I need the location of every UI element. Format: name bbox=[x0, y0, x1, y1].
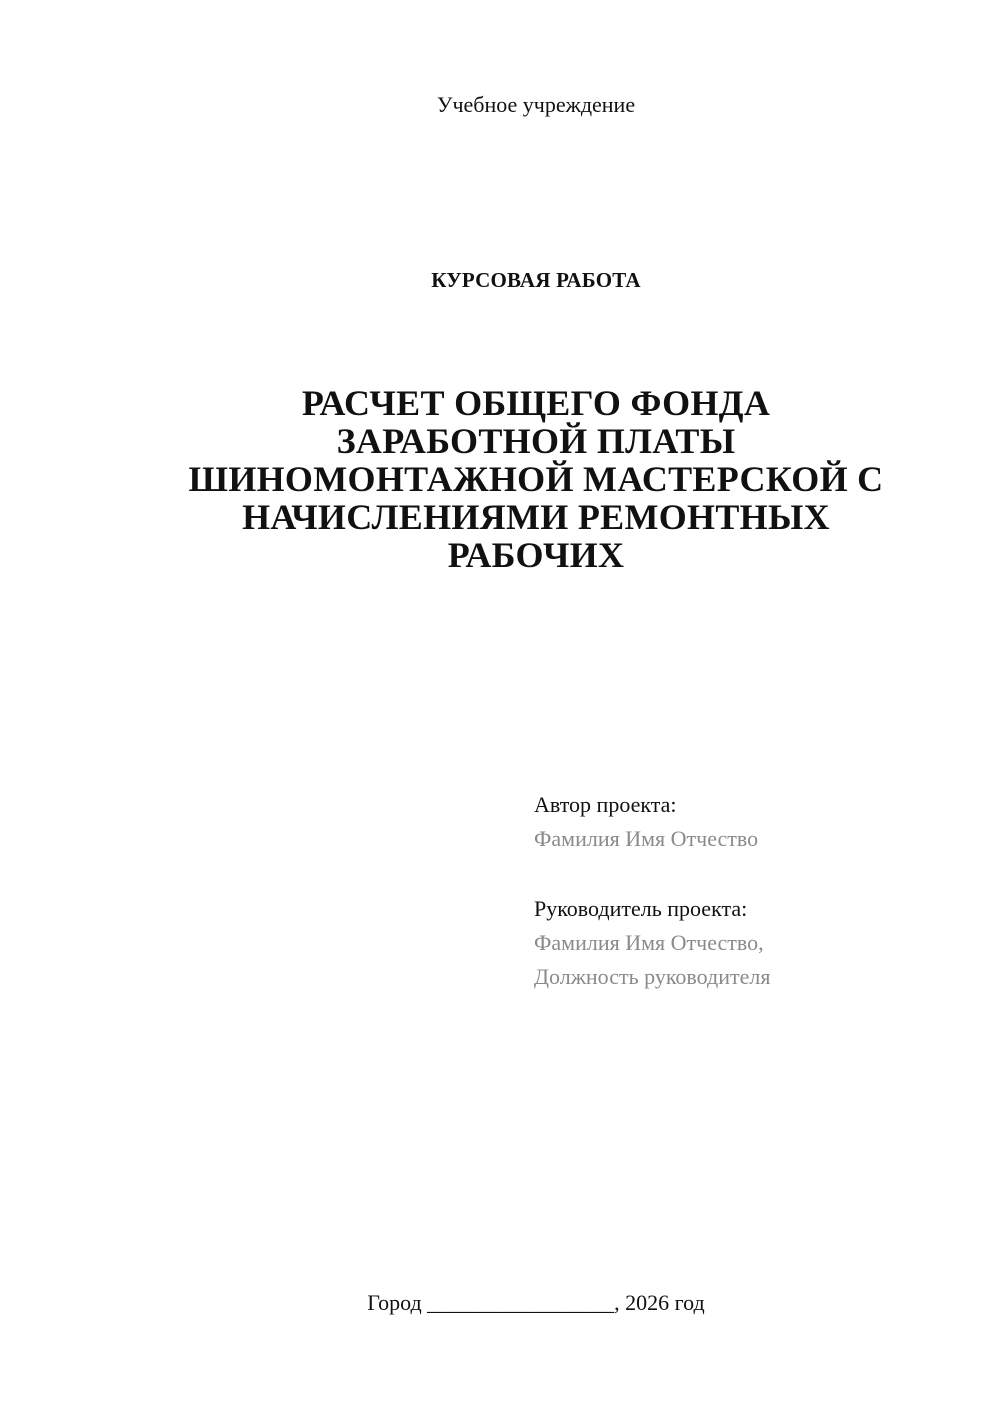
supervisor-name-placeholder: Фамилия Имя Отчество, bbox=[534, 930, 764, 955]
credits-block bbox=[534, 788, 974, 994]
spacer bbox=[534, 856, 974, 892]
year-text: , 2026 год bbox=[614, 1290, 705, 1315]
city-blank: _________________ bbox=[427, 1290, 615, 1315]
title-line: РАСЧЕТ ОБЩЕГО ФОНДА bbox=[301, 383, 771, 423]
author-name-placeholder: Фамилия Имя Отчество bbox=[534, 826, 759, 851]
author-label: Автор проекта: bbox=[534, 792, 677, 817]
title-line: РАБОЧИХ bbox=[447, 535, 625, 575]
work-type-heading: КУРСОВАЯ РАБОТА bbox=[431, 268, 641, 292]
title-line: ЗАРАБОТНОЙ ПЛАТЫ bbox=[336, 421, 736, 461]
city-label: Город bbox=[367, 1290, 422, 1315]
title-line: НАЧИСЛЕНИЯМИ РЕМОНТНЫХ bbox=[242, 497, 830, 537]
document-title bbox=[130, 384, 942, 574]
institution-name: Учебное учреждение bbox=[436, 92, 636, 117]
city-year-line bbox=[0, 1290, 1000, 1316]
supervisor-position-placeholder: Должность руководителя bbox=[534, 964, 771, 989]
supervisor-label: Руководитель проекта: bbox=[534, 896, 748, 921]
title-line: ШИНОМОНТАЖНОЙ МАСТЕРСКОЙ С bbox=[188, 459, 884, 499]
